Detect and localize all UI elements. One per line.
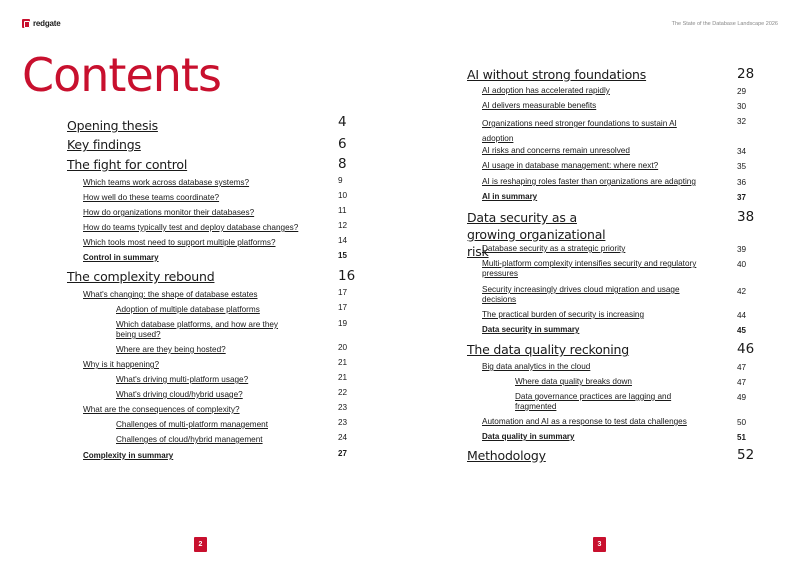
toc-entry-title[interactable]: AI is reshaping roles faster than organizations are adapting bbox=[482, 177, 696, 186]
toc-entry-page: 42 bbox=[737, 287, 747, 296]
toc-entry-title[interactable]: The fight for control bbox=[67, 157, 188, 172]
toc-entry-page: 24 bbox=[338, 433, 348, 442]
redgate-logo-icon bbox=[22, 19, 30, 28]
toc-entry-ai-without-foundations[interactable] bbox=[467, 67, 767, 82]
toc-entry[interactable] bbox=[83, 405, 363, 414]
toc-summary-quality[interactable] bbox=[482, 432, 762, 441]
toc-entry-page: 28 bbox=[737, 66, 755, 82]
toc-entry-title[interactable]: Methodology bbox=[467, 448, 546, 463]
toc-entry[interactable] bbox=[482, 101, 762, 110]
toc-entry-opening-thesis[interactable] bbox=[67, 114, 367, 133]
toc-entry-page: 50 bbox=[737, 418, 747, 427]
toc-entry[interactable] bbox=[482, 310, 762, 319]
toc-entry-page: 15 bbox=[338, 251, 347, 260]
toc-entry-data-quality[interactable] bbox=[467, 342, 767, 357]
toc-entry-page: 32 bbox=[737, 117, 747, 126]
toc-entry-title[interactable]: Which teams work across database systems? bbox=[83, 178, 250, 187]
toc-entry-title[interactable]: AI delivers measurable benefits bbox=[482, 101, 597, 110]
toc-entry-title[interactable]: What's driving cloud/hybrid usage? bbox=[116, 390, 243, 399]
toc-entry-page: 11 bbox=[338, 206, 347, 215]
toc-entry[interactable] bbox=[515, 392, 765, 412]
toc-entry-title[interactable]: Complexity in summary bbox=[83, 451, 174, 460]
toc-entry[interactable] bbox=[482, 146, 762, 155]
toc-entry-title[interactable]: What's driving multi-platform usage? bbox=[116, 375, 249, 384]
toc-entry-title[interactable]: AI in summary bbox=[482, 192, 538, 201]
toc-summary-control[interactable] bbox=[83, 253, 363, 262]
toc-entry-page: 27 bbox=[338, 449, 347, 458]
toc-entry[interactable] bbox=[83, 360, 363, 369]
toc-entry[interactable] bbox=[116, 435, 366, 444]
toc-summary-complexity[interactable] bbox=[83, 451, 363, 460]
toc-entry-title[interactable]: Control in summary bbox=[83, 253, 159, 262]
toc-entry-title[interactable]: Data quality in summary bbox=[482, 432, 575, 441]
redgate-logo bbox=[22, 19, 61, 28]
toc-entry-complexity-rebound[interactable] bbox=[67, 269, 367, 284]
document-title: The State of the Database Landscape 2026 bbox=[671, 21, 778, 27]
toc-entry-page: 14 bbox=[338, 236, 348, 245]
contents-heading: Contents bbox=[22, 48, 221, 102]
toc-entry-page: 36 bbox=[737, 178, 747, 187]
toc-entry-page: 23 bbox=[338, 403, 348, 412]
toc-entry[interactable] bbox=[482, 161, 762, 170]
toc-entry[interactable] bbox=[83, 238, 363, 247]
toc-entry-page: 29 bbox=[737, 87, 747, 96]
toc-entry-page: 22 bbox=[338, 388, 348, 397]
toc-entry-title[interactable]: The data quality reckoning bbox=[467, 342, 630, 357]
toc-entry-page: 4 bbox=[338, 114, 347, 130]
toc-entry-title[interactable]: Why is it happening? bbox=[83, 360, 160, 369]
toc-entry-page: 30 bbox=[737, 102, 747, 111]
toc-entry-title[interactable]: Adoption of multiple database platforms bbox=[116, 305, 260, 314]
toc-entry[interactable] bbox=[116, 305, 366, 314]
toc-entry-title[interactable]: AI without strong foundations bbox=[467, 67, 647, 82]
toc-entry-page: 21 bbox=[338, 373, 348, 382]
toc-entry[interactable] bbox=[116, 390, 366, 399]
toc-entry-page: 45 bbox=[737, 326, 746, 335]
toc-entry-page: 47 bbox=[737, 378, 747, 387]
toc-entry-title[interactable]: Data security in summary bbox=[482, 325, 580, 334]
toc-entry-page: 23 bbox=[338, 418, 348, 427]
toc-entry-page: 49 bbox=[737, 393, 747, 402]
toc-entry[interactable] bbox=[83, 178, 363, 187]
toc-entry[interactable] bbox=[83, 193, 363, 202]
toc-entry-page: 35 bbox=[737, 162, 747, 171]
toc-entry-title[interactable]: AI usage in database management: where next? bbox=[482, 161, 659, 170]
toc-entry-title[interactable]: How well do these teams coordinate? bbox=[83, 193, 220, 202]
toc-entry-page: 52 bbox=[737, 447, 755, 463]
toc-entry-page: 8 bbox=[338, 156, 347, 172]
toc-entry-page: 51 bbox=[737, 433, 746, 442]
toc-entry-page: 6 bbox=[338, 136, 347, 152]
toc-entry-title[interactable]: The complexity rebound bbox=[67, 269, 215, 284]
toc-entry-title[interactable]: How do organizations monitor their databases? bbox=[83, 208, 255, 217]
toc-summary-ai[interactable] bbox=[482, 192, 762, 201]
toc-entry[interactable] bbox=[83, 290, 363, 299]
toc-entry-page: 16 bbox=[338, 268, 356, 284]
toc-entry-title[interactable]: Security increasingly drives cloud migration and usage decisions bbox=[482, 285, 680, 304]
toc-entry-title[interactable]: AI adoption has accelerated rapidly bbox=[482, 86, 610, 95]
toc-entry[interactable] bbox=[482, 362, 762, 371]
toc-entry[interactable] bbox=[515, 377, 765, 386]
toc-entry[interactable] bbox=[482, 259, 762, 279]
toc-entry-page: 20 bbox=[338, 343, 348, 352]
toc-entry[interactable] bbox=[116, 375, 366, 384]
toc-entry-title[interactable]: Key findings bbox=[67, 137, 141, 152]
toc-entry-title[interactable]: Where data quality breaks down bbox=[515, 377, 632, 386]
toc-entry-page: 12 bbox=[338, 221, 348, 230]
toc-entry-key-findings[interactable] bbox=[67, 137, 367, 152]
toc-entry-title[interactable]: Data governance practices are lagging and fragmented bbox=[515, 392, 672, 411]
toc-entry[interactable] bbox=[482, 86, 762, 95]
toc-entry-page: 9 bbox=[338, 176, 343, 185]
toc-entry-title[interactable]: Opening thesis bbox=[67, 118, 158, 133]
toc-entry[interactable] bbox=[83, 208, 363, 217]
toc-entry[interactable] bbox=[482, 177, 762, 186]
toc-entry-title[interactable]: Multi-platform complexity intensifies security and regulatory pressures bbox=[482, 259, 697, 278]
toc-entry-title[interactable]: How do teams typically test and deploy database changes? bbox=[83, 223, 299, 232]
page-number-left: 2 bbox=[194, 537, 207, 552]
toc-entry[interactable] bbox=[116, 320, 366, 340]
toc-entry[interactable] bbox=[116, 345, 366, 354]
toc-entry-page: 10 bbox=[338, 191, 348, 200]
toc-entry-page: 40 bbox=[737, 260, 747, 269]
toc-entry-title[interactable]: Big data analytics in the cloud bbox=[482, 362, 591, 371]
toc-entry-page: 21 bbox=[338, 358, 348, 367]
toc-entry-title[interactable]: Where are they being hosted? bbox=[116, 345, 226, 354]
toc-entry-page: 34 bbox=[737, 147, 747, 156]
toc-entry-page: 17 bbox=[338, 288, 348, 297]
toc-entry-title[interactable]: Challenges of cloud/hybrid management bbox=[116, 435, 263, 444]
toc-entry-page: 44 bbox=[737, 311, 747, 320]
toc-entry-title[interactable]: Data security as a growing organizational risk bbox=[467, 210, 606, 259]
toc-entry[interactable] bbox=[482, 244, 762, 253]
toc-entry-page: 17 bbox=[338, 303, 348, 312]
page-number-right: 3 bbox=[593, 537, 606, 552]
toc-summary-security[interactable] bbox=[482, 325, 762, 334]
toc-entry-page: 39 bbox=[737, 245, 747, 254]
toc-entry-methodology[interactable] bbox=[467, 448, 767, 463]
toc-entry-page: 19 bbox=[338, 319, 348, 328]
toc-entry-page: 47 bbox=[737, 363, 747, 372]
toc-entry-title[interactable]: What are the consequences of complexity? bbox=[83, 405, 240, 414]
toc-entry-title[interactable]: What's changing: the shape of database estates bbox=[83, 290, 258, 299]
toc-entry[interactable] bbox=[83, 223, 363, 232]
toc-entry[interactable] bbox=[482, 285, 762, 305]
toc-entry[interactable] bbox=[116, 420, 366, 429]
toc-entry-title[interactable]: Which database platforms, and how are they being used? bbox=[116, 320, 279, 339]
toc-entry-title[interactable]: AI risks and concerns remain unresolved bbox=[482, 146, 630, 155]
toc-entry[interactable] bbox=[482, 116, 762, 146]
toc-entry-title[interactable]: Automation and AI as a response to test data challenges bbox=[482, 417, 687, 426]
toc-entry-page: 38 bbox=[737, 209, 755, 225]
toc-entry-title[interactable]: Database security as a strategic priority bbox=[482, 244, 626, 253]
toc-entry-page: 37 bbox=[737, 193, 746, 202]
toc-entry-title[interactable]: Challenges of multi-platform management bbox=[116, 420, 268, 429]
toc-entry-title[interactable]: Which tools most need to support multiple platforms? bbox=[83, 238, 276, 247]
toc-entry[interactable] bbox=[482, 417, 762, 426]
toc-entry-fight-for-control[interactable] bbox=[67, 157, 367, 172]
toc-entry-page: 46 bbox=[737, 341, 755, 357]
toc-entry-title[interactable]: Organizations need stronger foundations to sustain AI adoption bbox=[482, 119, 677, 143]
toc-entry-title[interactable]: The practical burden of security is increasing bbox=[482, 310, 645, 319]
logo-text: redgate bbox=[33, 19, 61, 28]
